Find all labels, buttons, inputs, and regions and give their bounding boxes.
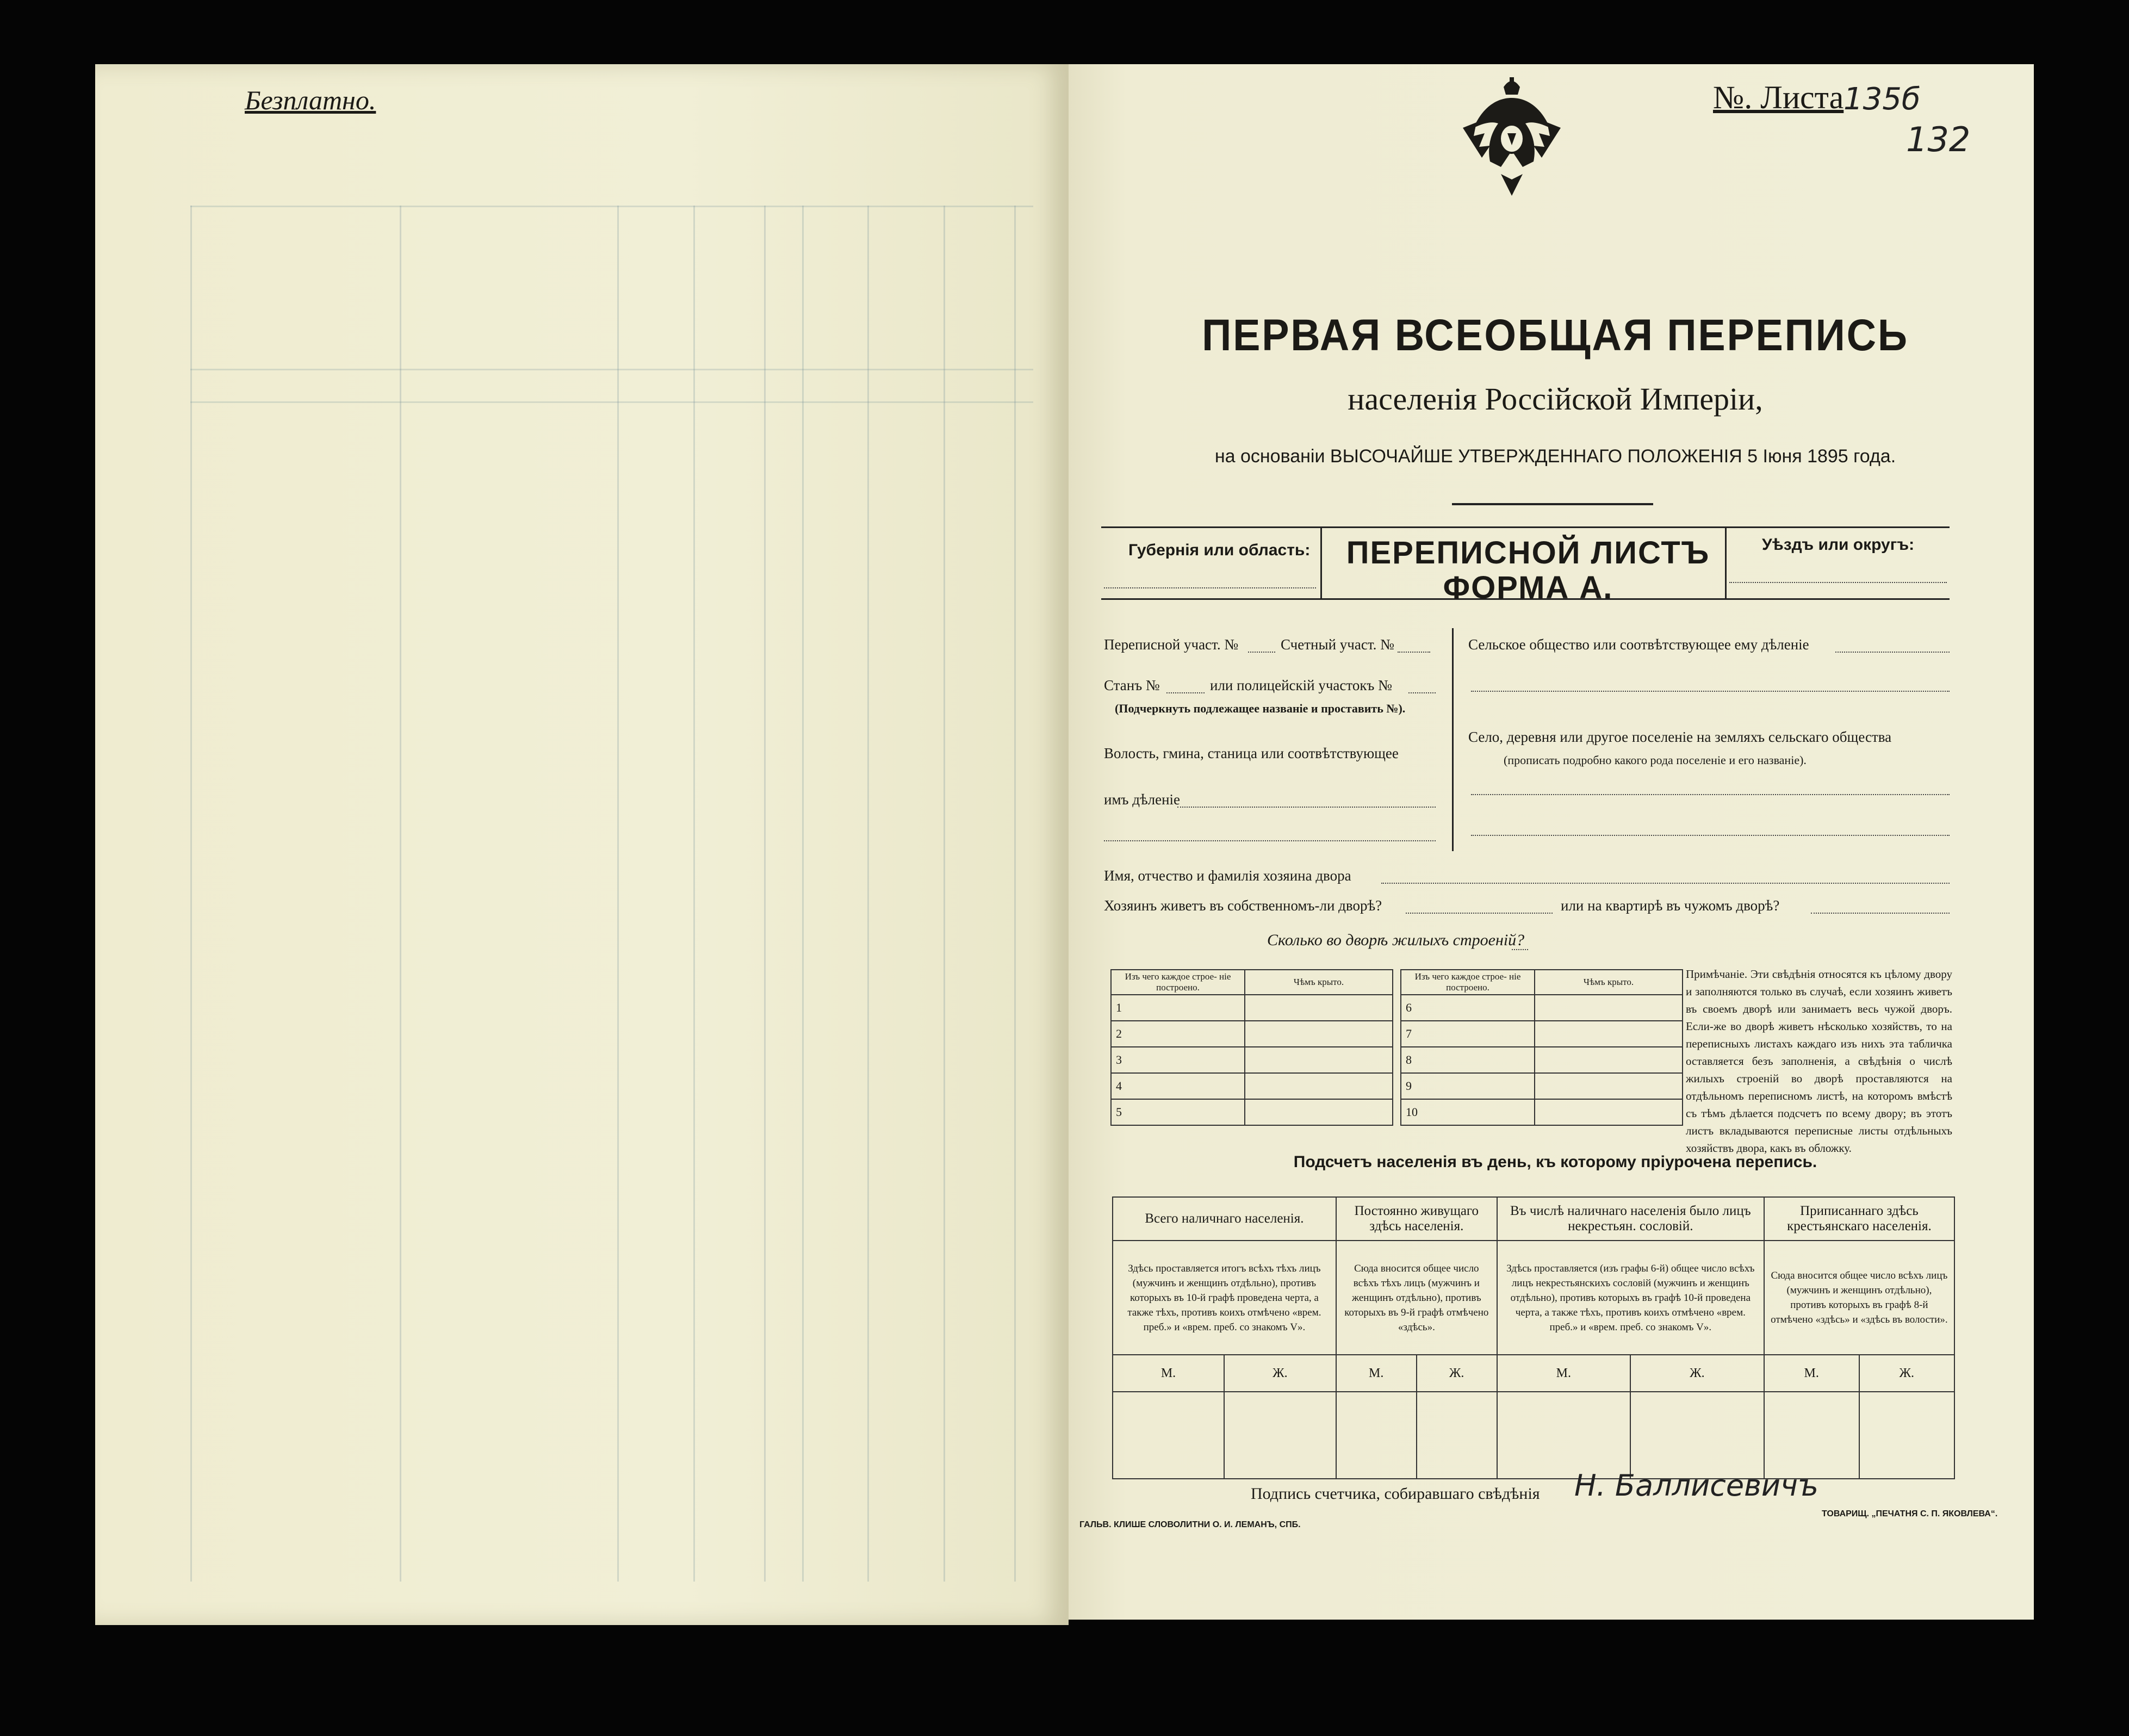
district-field[interactable] [1729, 582, 1947, 583]
bleed-through-line [190, 206, 192, 1582]
count-header-non-peasant: Въ числѣ наличнаго населенія было лицъ некрестьян. сословій. [1497, 1197, 1764, 1241]
table-row [1401, 995, 1683, 1021]
buildings-note: Примѣчаніе. Эти свѣдѣнія относятся къ цѣлому двору и заполняются только въ случаѣ, если хозяинъ живетъ въ своемъ дворѣ или занимаетъ весь чужой дворъ. Если-же во дворѣ живетъ нѣсколько хозяйствъ, то на переписныхъ листахъ каждаго изъ нихъ эта табличка оставляется безъ заполненія, а свѣдѣнія о числѣ жилыхъ строеній во дворѣ проставляются на отдѣльномъ переписномъ листѣ, на которомъ вмѣстѣ съ тѣмъ дѣлается подсчетъ по всему двору; въ этотъ листъ вкладываются переписные листы отдѣльныхъ хозяйствъ двора, какъ въ обложку. [1686, 968, 1952, 1155]
buildings-col-roof: Чѣмъ крыто. [1245, 970, 1393, 995]
village-label: Село, деревня или другое поселеніе на земляхъ сельскаго общества [1468, 729, 1892, 745]
ornament-rule [1452, 503, 1653, 505]
roof-cell[interactable] [1535, 1021, 1683, 1047]
owner-own-yard-field[interactable] [1406, 913, 1553, 914]
buildings-question: Сколько во дворѣ жилыхъ строеній? [1267, 931, 1525, 949]
form-title-line2: ФОРМА А. [1443, 570, 1613, 605]
male-column-label: М. [1764, 1355, 1859, 1392]
signature-line [1251, 1485, 1540, 1503]
form-legal-basis: на основаніи ВЫСОЧАЙШЕ УТВЕРЖДЕННАГО ПОЛОЖЕНІЯ 5 Іюня 1895 года. [1214, 446, 1896, 467]
bleed-through-line [400, 206, 401, 1582]
roof-cell[interactable] [1245, 995, 1393, 1021]
stan-label: Станъ № [1104, 677, 1160, 693]
row-number: 6 [1401, 995, 1535, 1021]
count-cell[interactable] [1417, 1392, 1497, 1479]
province-label: Губернія или область: [1128, 541, 1311, 559]
population-count-title: Подсчетъ населенія въ день, къ которому пріурочена перепись. [1293, 1153, 1817, 1171]
sheet-number-handwritten: 135б [1844, 82, 1921, 117]
roof-cell[interactable] [1535, 1047, 1683, 1073]
buildings-col-material: Изъ чего каждое строе- ніе построено. [1111, 970, 1245, 995]
buildings-col-material: Изъ чего каждое строе- ніе построено. [1401, 970, 1535, 995]
count-instruction: Сюда вносится общее число всѣхъ тѣхъ лицъ (мужчинъ и женщинъ отдѣльно), противъ которыхъ въ 9-й графѣ отмѣчено «здѣсь». [1336, 1241, 1497, 1355]
count-header-present: Всего наличнаго населенія. [1113, 1197, 1336, 1241]
table-row [1111, 1021, 1393, 1047]
table-row [1111, 1073, 1393, 1099]
bleed-through-line [190, 369, 1033, 370]
society-field-2[interactable] [1471, 691, 1950, 692]
population-count-table [1112, 1196, 1955, 1479]
volost-field-2[interactable] [1104, 840, 1436, 841]
header-divider [1725, 526, 1727, 600]
buildings-table-left [1110, 969, 1393, 1126]
header-divider [1320, 526, 1322, 600]
row-number: 2 [1111, 1021, 1245, 1047]
count-instruction: Сюда вносится общее число всѣхъ лицъ (мужчинъ и женщинъ отдѣльно), противъ которыхъ въ графѣ 8-й отмѣчено «здѣсь» и «здѣсь въ волости». [1764, 1241, 1954, 1355]
table-row [1111, 1099, 1393, 1125]
row-number: 8 [1401, 1047, 1535, 1073]
bleed-through-line [617, 206, 619, 1582]
row-number: 9 [1401, 1073, 1535, 1099]
count-cell[interactable] [1630, 1392, 1764, 1479]
row-number: 4 [1111, 1073, 1245, 1099]
row-number: 7 [1401, 1021, 1535, 1047]
enumerator-signature: Н. Баллисевичъ [1574, 1468, 1819, 1503]
table-row [1401, 1021, 1683, 1047]
bleed-through-line [867, 206, 869, 1582]
volost-label: Волость, гмина, станица или соотвѣтствующее [1104, 745, 1399, 761]
male-column-label: М. [1113, 1355, 1224, 1392]
buildings-col-roof: Чѣмъ крыто. [1535, 970, 1683, 995]
count-cell[interactable] [1497, 1392, 1630, 1479]
buildings-count-field[interactable] [1512, 949, 1528, 950]
buildings-table-right [1400, 969, 1683, 1126]
roof-cell[interactable] [1535, 995, 1683, 1021]
bleed-through-line [190, 206, 1033, 207]
stan-field[interactable] [1166, 692, 1205, 693]
row-number: 5 [1111, 1099, 1245, 1125]
row-number: 10 [1401, 1099, 1535, 1125]
society-field[interactable] [1835, 652, 1950, 653]
roof-cell[interactable] [1245, 1099, 1393, 1125]
society-label: Сельское общество или соотвѣтствующее ему дѣленіе [1468, 636, 1809, 653]
table-row [1401, 1099, 1683, 1125]
roof-cell[interactable] [1535, 1099, 1683, 1125]
count-cell[interactable] [1113, 1392, 1224, 1479]
bleed-through-line [764, 206, 766, 1582]
table-row [1111, 995, 1393, 1021]
village-field-1[interactable] [1471, 794, 1950, 795]
form-subtitle: населенія Россійской Имперіи, [1348, 381, 1763, 417]
district-label: Уѣздъ или округъ: [1762, 536, 1915, 554]
owner-apartment-label: или на квартирѣ въ чужомъ дворѣ? [1561, 897, 1780, 914]
owner-name-label: Имя, отчество и фамилія хозяина двора [1104, 867, 1351, 884]
count-district-field[interactable] [1398, 652, 1430, 653]
owner-name-field[interactable] [1381, 883, 1950, 884]
table-row [1401, 1073, 1683, 1099]
form-title-line1: ПЕРЕПИСНОЙ ЛИСТЪ [1346, 535, 1710, 571]
bleed-through-line [944, 206, 945, 1582]
volost-label-cont: имъ дѣленіе [1104, 791, 1181, 808]
roof-cell[interactable] [1245, 1073, 1393, 1099]
male-column-label: М. [1497, 1355, 1630, 1392]
census-district-field[interactable] [1248, 652, 1275, 653]
village-note: (прописать подробно какого рода поселеніе и его названіе). [1504, 753, 1807, 767]
police-district-label: или полицейскій участокъ № [1210, 677, 1392, 693]
roof-cell[interactable] [1245, 1021, 1393, 1047]
row-number: 3 [1111, 1047, 1245, 1073]
imperial-eagle-crest-icon [1457, 76, 1566, 207]
count-cell[interactable] [1336, 1392, 1417, 1479]
female-column-label: Ж. [1417, 1355, 1497, 1392]
table-row [1401, 1047, 1683, 1073]
owner-apartment-field[interactable] [1811, 913, 1950, 914]
left-page-blank [95, 64, 1069, 1625]
volost-field[interactable] [1177, 807, 1436, 808]
police-district-field[interactable] [1408, 692, 1436, 693]
count-header-registered: Приписаннаго здѣсь крестьянскаго населенія. [1764, 1197, 1954, 1241]
female-column-label: Ж. [1224, 1355, 1336, 1392]
bleed-through-line [802, 206, 804, 1582]
roof-cell[interactable] [1535, 1073, 1683, 1099]
count-header-resident: Постоянно живущаго здѣсь населенія. [1336, 1197, 1497, 1241]
bleed-through-line [190, 401, 1033, 403]
count-instruction: Здѣсь проставляется (изъ графы 6-й) общее число всѣхъ лицъ некрестьянскихъ сословій (мужчинъ и женщинъ отдѣльно), противъ которыхъ въ графѣ 10-й проведена черта, а также тѣхъ, противъ коихъ отмѣчено «врем. преб.» и «врем. преб. со знакомъ V». [1497, 1241, 1764, 1355]
male-column-label: М. [1336, 1355, 1417, 1392]
sheet-number-second: 132 [1906, 120, 1971, 159]
sheet-number-label: №. Листа [1713, 79, 1844, 115]
sheet-number [1713, 79, 1844, 116]
count-cell[interactable] [1859, 1392, 1954, 1479]
count-cell[interactable] [1764, 1392, 1859, 1479]
table-row [1111, 1047, 1393, 1073]
signature-label: Подпись счетчика, собиравшаго свѣдѣнія [1251, 1485, 1540, 1503]
owner-lives-label: Хозяинъ живетъ въ собственномъ-ли дворѣ? [1104, 897, 1382, 914]
form-title [1332, 536, 1724, 605]
female-column-label: Ж. [1630, 1355, 1764, 1392]
province-field[interactable] [1104, 587, 1316, 588]
village-field-2[interactable] [1471, 835, 1950, 836]
bleed-through-line [1014, 206, 1016, 1582]
footer-printer: ТОВАРИЩ. „ПЕЧАТНЯ С. П. ЯКОВЛЕВА“. [1822, 1509, 1998, 1518]
count-cell[interactable] [1224, 1392, 1336, 1479]
fields-divider [1452, 628, 1454, 851]
census-district-label: Переписной участ. № [1104, 636, 1239, 653]
header-band-top [1101, 526, 1950, 528]
row-number: 1 [1111, 995, 1245, 1021]
roof-cell[interactable] [1245, 1047, 1393, 1073]
form-main-title: ПЕРВАЯ ВСЕОБЩАЯ ПЕРЕПИСЬ [1202, 311, 1909, 360]
footer-foundry: ГАЛЬВ. КЛИШЕ СЛОВОЛИТНИ О. И. ЛЕМАНЪ, СПБ. [1079, 1520, 1301, 1529]
count-district-label: Счетный участ. № [1281, 636, 1394, 653]
free-label: Безплатно. [245, 85, 376, 115]
bleed-through-line [693, 206, 695, 1582]
underline-note: (Подчеркнуть подлежащее названіе и проставить №). [1115, 702, 1406, 715]
count-instruction: Здѣсь проставляется итогъ всѣхъ тѣхъ лицъ (мужчинъ и женщинъ отдѣльно), противъ которыхъ въ 10-й графѣ проведена черта, а также тѣхъ, противъ коихъ отмѣчено «врем. преб.» и «врем. преб. со знакомъ V». [1113, 1241, 1336, 1355]
female-column-label: Ж. [1859, 1355, 1954, 1392]
